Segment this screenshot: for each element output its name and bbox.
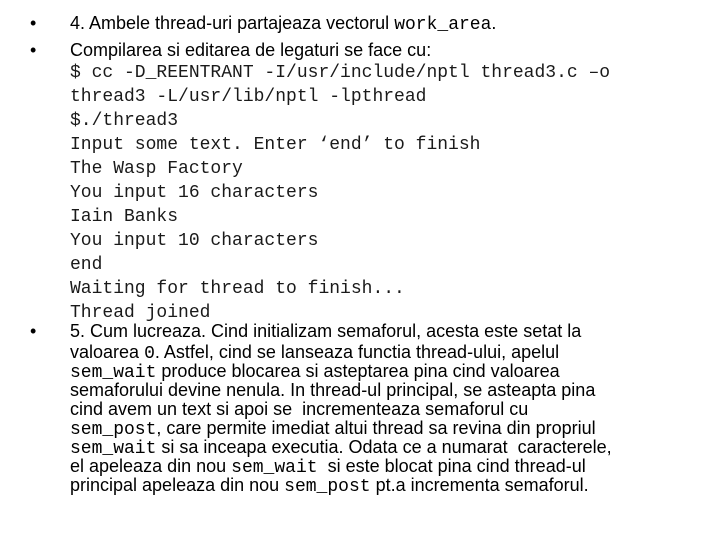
item-1-end: . [491,13,497,33]
prose: valoarea [70,342,145,362]
prose: si sa inceapa executia. Odata ce a numarat caracterele, [156,437,612,457]
item-3-line: cind avem un text si apoi se incrementeaza semaforul cu [70,399,529,419]
item-3-line: semaforului devine nenula. In thread-ul principal, se asteapta pina [70,380,596,400]
code-line: You input 16 characters [70,183,319,203]
code-line: $./thread3 [70,111,179,131]
code-line: $ cc -D_REENTRANT -I/usr/include/nptl thread3.c –o [70,63,611,83]
code-sem-wait: sem_wait [70,439,157,459]
code-line: You input 10 characters [70,231,319,251]
bullet-2: • [30,40,37,60]
prose: produce blocarea si asteptarea pina cind valoarea [156,361,560,381]
item-1-text [70,12,496,36]
code-line: Thread joined [70,303,211,323]
prose: si este blocat pina cind thread-ul [317,456,586,476]
code-sem-post: sem_post [284,477,371,497]
code-line: Iain Banks [70,207,179,227]
prose: el apeleaza din nou [70,456,232,476]
item-3-line [70,474,589,498]
code-line: Input some text. Enter ‘end’ to finish [70,135,481,155]
code-sem-post: sem_post [70,420,157,440]
code-line: The Wasp Factory [70,159,243,179]
code-zero: 0 [144,344,155,364]
code-sem-wait: sem_wait [231,458,318,478]
prose: , care permite imediat altui thread sa revina din propriul [156,418,596,438]
code-line: end [70,255,103,275]
item-3-line: 5. Cum lucreaza. Cind initializam semaforul, acesta este setat la [70,321,582,341]
code-sem-wait: sem_wait [70,363,157,383]
item-1-prose: 4. Ambele thread-uri partajeaza vectorul [70,13,395,33]
prose: . Astfel, cind se lanseaza functia thread-ului, apelul [154,342,560,362]
item-2-text: Compilarea si editarea de legaturi se face cu: [70,40,432,60]
bullet-1: • [30,13,37,33]
bullet-3: • [30,321,37,341]
code-work-area: work_area [394,15,492,35]
prose: pt.a incrementa semaforul. [370,475,589,495]
code-line: thread3 -L/usr/lib/nptl -lpthread [70,87,427,107]
code-line: Waiting for thread to finish... [70,279,405,299]
prose: principal apeleaza din nou [70,475,285,495]
